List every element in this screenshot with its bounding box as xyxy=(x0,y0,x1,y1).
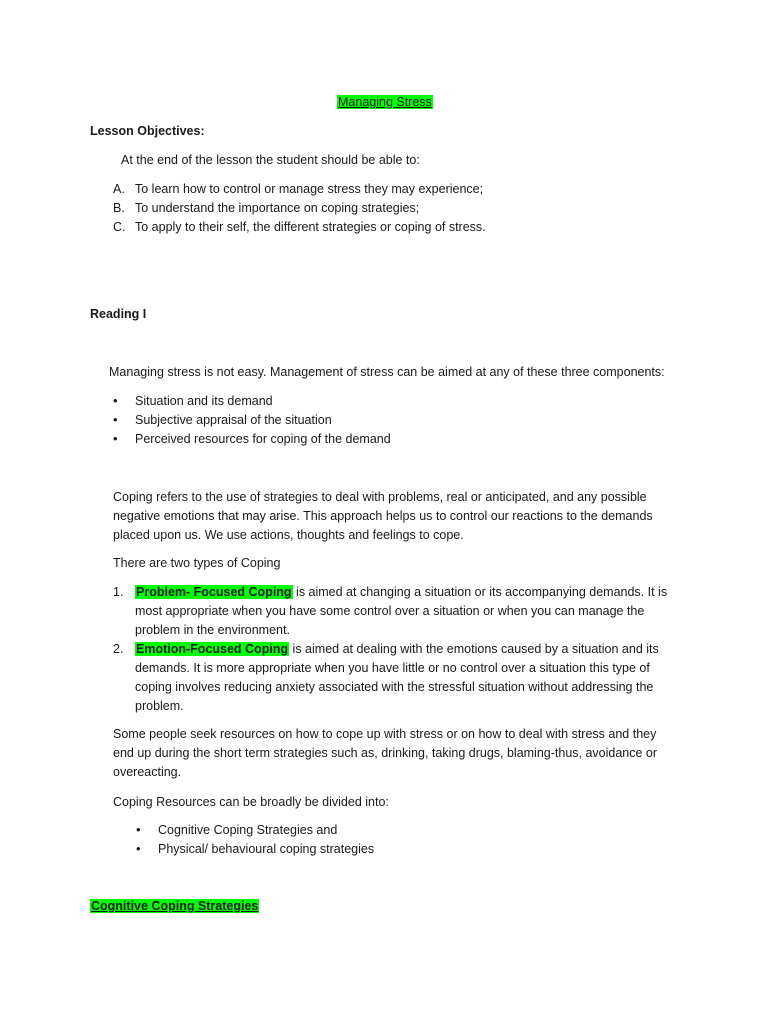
component-text: Subjective appraisal of the situation xyxy=(135,413,332,427)
paragraph-line: end up during the short term strategies such as, drinking, taking drugs, blaming-thus, avoidance or xyxy=(113,746,658,760)
bullet-icon: • xyxy=(113,431,118,446)
coping-type-term: Problem- Focused Coping xyxy=(136,585,292,599)
component-text: Situation and its demand xyxy=(135,394,273,408)
paragraph-line: placed upon us. We use actions, thoughts and feelings to cope. xyxy=(113,528,464,542)
coping-type-line: most appropriate when you have some control over a situation or when you can manage the xyxy=(135,604,645,618)
component-text: Perceived resources for coping of the demand xyxy=(135,432,391,446)
objective-text: To understand the importance on coping strategies; xyxy=(135,201,420,215)
list-marker: 2. xyxy=(113,642,124,656)
types-intro: There are two types of Coping xyxy=(113,556,281,570)
coping-type-line: demands. It is more appropriate when you have little or no control over a situation this type of xyxy=(135,661,650,675)
resource-text: Cognitive Coping Strategies and xyxy=(158,823,338,837)
list-marker: C. xyxy=(113,220,126,234)
list-marker: B. xyxy=(113,201,125,215)
paragraph-line: Coping refers to the use of strategies to deal with problems, real or anticipated, and any possible xyxy=(113,490,647,504)
paragraph-line: Some people seek resources on how to cope up with stress or on how to deal with stress and they xyxy=(113,727,657,741)
bullet-icon: • xyxy=(113,393,118,408)
objective-text: To learn how to control or manage stress they may experience; xyxy=(135,182,484,196)
cognitive-heading-highlight: Cognitive Coping Strategies xyxy=(91,899,259,913)
reading-intro: Managing stress is not easy. Management of stress can be aimed at any of these three components: xyxy=(109,365,665,379)
coping-type-term: Emotion-Focused Coping xyxy=(136,642,289,656)
coping-type-line: coping involves reducing anxiety associated with the stressful situation without addressing the xyxy=(135,680,654,694)
reading-heading: Reading I xyxy=(90,307,147,321)
resource-text: Physical/ behavioural coping strategies xyxy=(158,842,375,856)
objective-text: To apply to their self, the different strategies or coping of stress. xyxy=(135,220,486,234)
coping-type-line: problem. xyxy=(135,699,184,713)
paragraph-line: overeacting. xyxy=(113,765,182,779)
bullet-icon: • xyxy=(136,841,141,856)
coping-type-first-line xyxy=(135,641,659,658)
coping-type-description: is aimed at dealing with the emotions caused by a situation and its xyxy=(289,642,659,656)
list-marker: A. xyxy=(113,182,125,196)
coping-type-line: problem in the environment. xyxy=(135,623,290,637)
resources-intro: Coping Resources can be broadly be divided into: xyxy=(113,795,389,809)
objectives-heading: Lesson Objectives: xyxy=(90,124,205,138)
bullet-icon: • xyxy=(113,412,118,427)
coping-type-first-line xyxy=(135,584,667,601)
paragraph-line: negative emotions that may arise. This approach helps us to control our reactions to the demands xyxy=(113,509,653,523)
coping-type-description: is aimed at changing a situation or its accompanying demands. It is xyxy=(292,585,668,599)
bullet-icon: • xyxy=(136,822,141,837)
list-marker: 1. xyxy=(113,585,124,599)
objectives-intro: At the end of the lesson the student should be able to: xyxy=(121,153,420,167)
cognitive-heading xyxy=(90,898,259,915)
title-highlight: Managing Stress xyxy=(338,95,432,109)
document-title xyxy=(337,94,433,111)
